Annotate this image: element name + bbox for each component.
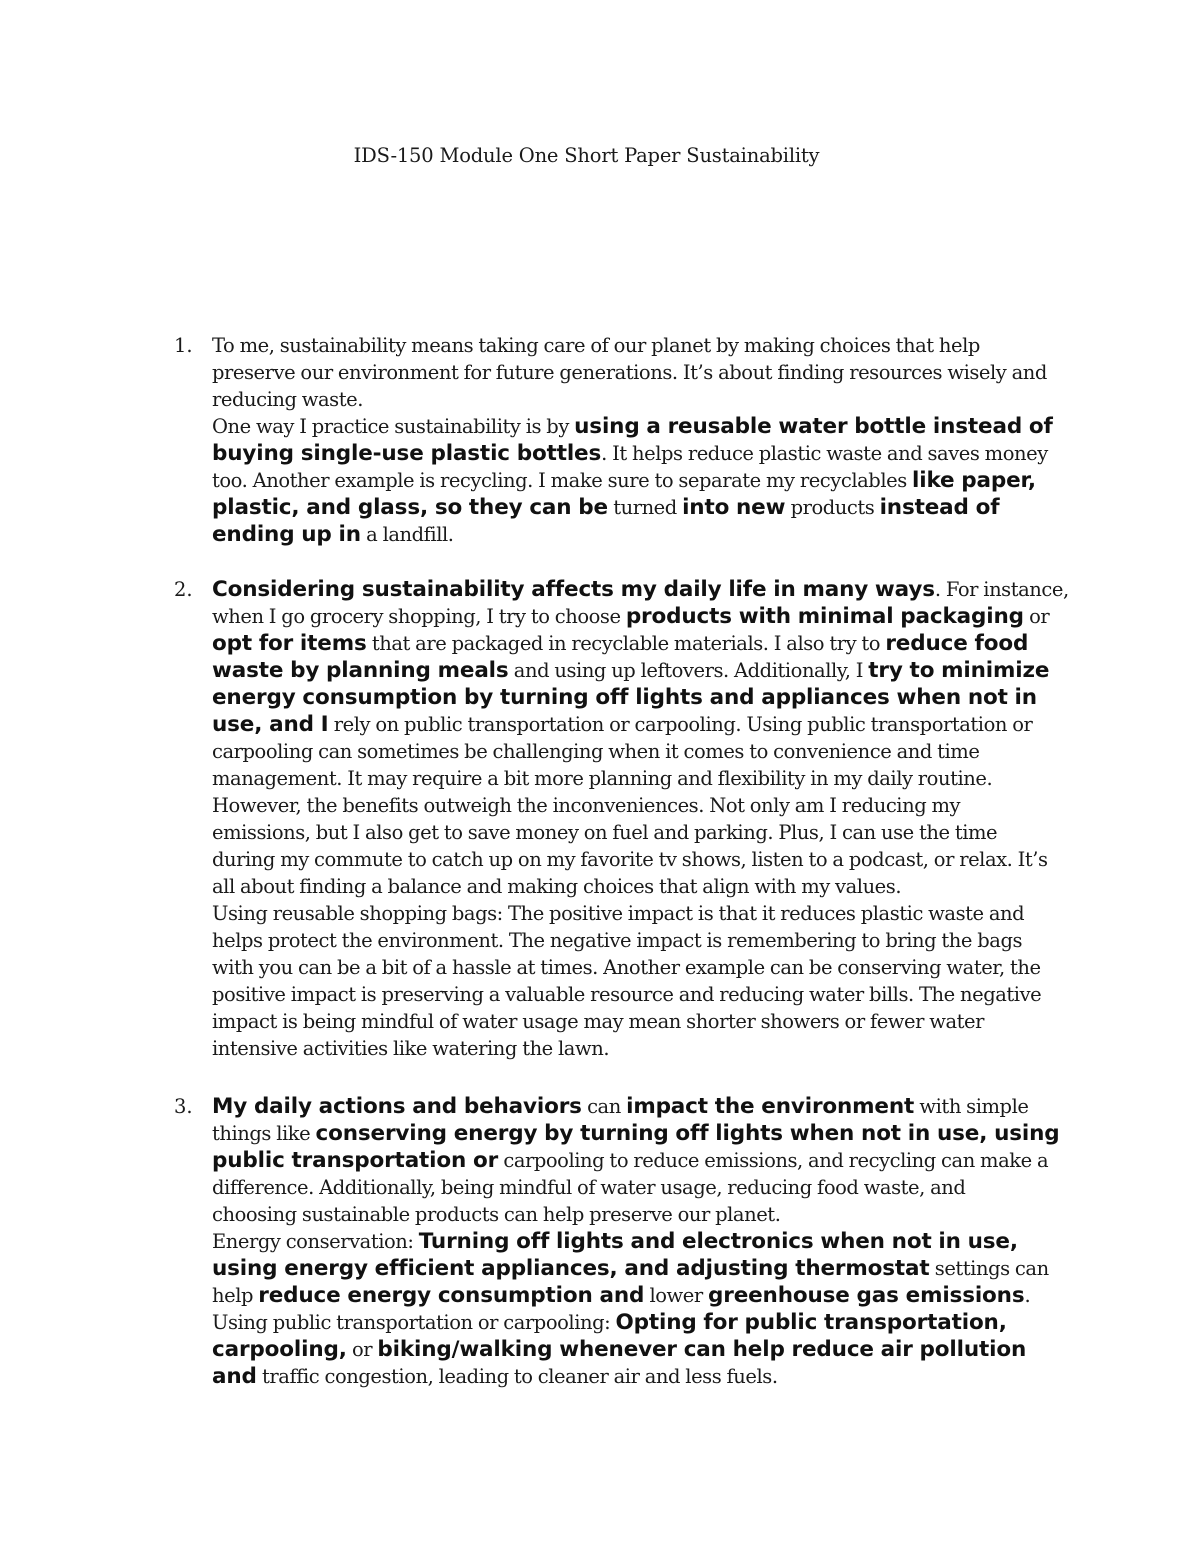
text-line (212, 413, 1062, 440)
text-line (212, 1008, 1062, 1035)
text-line (212, 738, 1062, 765)
emphasis-text: plastic, and glass, so they can be (212, 495, 608, 520)
list-item-number: 2. (174, 578, 193, 601)
text-line (212, 873, 1062, 900)
body-text: Energy conservation: (212, 1230, 419, 1253)
text-line (212, 440, 1062, 467)
text-line (212, 1147, 1062, 1174)
body-text: To me, sustainability means taking care of our planet by making choices that help (212, 334, 980, 357)
text-line (212, 981, 1062, 1008)
body-text: difference. Additionally, being mindful of water usage, reducing food waste, and (212, 1176, 966, 1199)
text-line (212, 711, 1062, 738)
body-text: . For instance, (934, 578, 1069, 601)
document-title: IDS-150 Module One Short Paper Sustainability (353, 144, 820, 167)
text-line (212, 1363, 1062, 1390)
text-line (212, 819, 1062, 846)
text-line (212, 954, 1062, 981)
emphasis-text: into new (682, 495, 786, 520)
emphasis-text: and (212, 1364, 257, 1389)
body-text: helps protect the environment. The negative impact is remembering to bring the bags (212, 929, 1023, 952)
emphasis-text: carpooling, (212, 1337, 347, 1362)
body-text: settings can (929, 1257, 1049, 1280)
text-line (212, 1120, 1062, 1147)
body-text: carpooling can sometimes be challenging when it comes to convenience and time (212, 740, 980, 763)
body-text: turned (607, 496, 683, 519)
body-text: products (785, 496, 880, 519)
body-text: traffic congestion, leading to cleaner air and less fuels. (256, 1365, 778, 1388)
emphasis-text: ending up in (212, 522, 361, 547)
text-line (212, 603, 1062, 630)
body-text: impact is being mindful of water usage may mean shorter showers or fewer water (212, 1010, 985, 1033)
emphasis-text: using energy efficient appliances, and adjusting thermostat (212, 1256, 930, 1281)
body-text: preserve our environment for future generations. It’s about finding resources wisely and (212, 361, 1047, 384)
body-text: and using up leftovers. Additionally, I (508, 659, 869, 682)
emphasis-text: impact the environment (626, 1094, 915, 1119)
emphasis-text: energy consumption by turning off lights and appliances when not in (212, 685, 1037, 710)
emphasis-text: Considering sustainability affects my daily life in many ways (212, 577, 935, 602)
body-text: carpooling to reduce emissions, and recycling can make a (498, 1149, 1049, 1172)
text-line (212, 657, 1062, 684)
emphasis-text: opt for items (212, 631, 367, 656)
text-line (212, 630, 1062, 657)
list-item-number: 3. (174, 1095, 193, 1118)
emphasis-text: reduce energy consumption and (258, 1283, 645, 1308)
text-line (212, 1201, 1062, 1228)
body-text: or (1023, 605, 1050, 628)
body-text: choosing sustainable products can help preserve our planet. (212, 1203, 781, 1226)
body-text: with you can be a bit of a hassle at times. Another example can be conserving water, the (212, 956, 1041, 979)
text-line (212, 684, 1062, 711)
body-text: emissions, but I also get to save money on fuel and parking. Plus, I can use the time (212, 821, 998, 844)
text-line (212, 1282, 1062, 1309)
body-text: . It helps reduce plastic waste and saves money (601, 442, 1048, 465)
text-line (212, 900, 1062, 927)
emphasis-text: public transportation or (212, 1148, 499, 1173)
body-text: Using public transportation or carpooling: (212, 1311, 616, 1334)
body-text: . (1024, 1284, 1031, 1307)
body-text: that are packaged in recyclable materials. I also try to (366, 632, 886, 655)
text-line (212, 1228, 1062, 1255)
emphasis-text: Turning off lights and electronics when not in use, (418, 1229, 1018, 1254)
text-line (212, 1336, 1062, 1363)
text-line (212, 1093, 1062, 1120)
body-text: reducing waste. (212, 388, 363, 411)
body-text: things like (212, 1122, 316, 1145)
emphasis-text: biking/walking whenever can help reduce air pollution (377, 1337, 1027, 1362)
body-text: management. It may require a bit more planning and flexibility in my daily routine. (212, 767, 993, 790)
list-item-body (212, 332, 1062, 548)
text-line (212, 1035, 1062, 1062)
emphasis-text: use, and I (212, 712, 329, 737)
body-text: Using reusable shopping bags: The positive impact is that it reduces plastic waste and (212, 902, 1025, 925)
text-line (212, 521, 1062, 548)
text-line (212, 1174, 1062, 1201)
emphasis-text: using a reusable water bottle instead of (574, 414, 1053, 439)
text-line (212, 467, 1062, 494)
body-text: One way I practice sustainability is by (212, 415, 575, 438)
emphasis-text: reduce food (885, 631, 1029, 656)
emphasis-text: My daily actions and behaviors (212, 1094, 582, 1119)
body-text: all about finding a balance and making choices that align with my values. (212, 875, 902, 898)
body-text: However, the benefits outweigh the inconveniences. Not only am I reducing my (212, 794, 961, 817)
body-text: during my commute to catch up on my favorite tv shows, listen to a podcast, or relax. It’s (212, 848, 1048, 871)
emphasis-text: Opting for public transportation, (615, 1310, 1007, 1335)
emphasis-text: instead of (879, 495, 1000, 520)
text-line (212, 765, 1062, 792)
text-line (212, 359, 1062, 386)
text-line (212, 846, 1062, 873)
body-text: a landfill. (360, 523, 454, 546)
emphasis-text: conserving energy by turning off lights when not in use, using (315, 1121, 1060, 1146)
body-text: help (212, 1284, 259, 1307)
text-line (212, 1309, 1062, 1336)
body-text: can (581, 1095, 627, 1118)
emphasis-text: waste by planning meals (212, 658, 509, 683)
body-text: with simple (914, 1095, 1029, 1118)
text-line (212, 927, 1062, 954)
text-line (212, 386, 1062, 413)
body-text: rely on public transportation or carpooling. Using public transportation or (328, 713, 1033, 736)
emphasis-text: like paper, (912, 468, 1036, 493)
list-item-number: 1. (174, 334, 193, 357)
body-text: when I go grocery shopping, I try to choose (212, 605, 626, 628)
emphasis-text: greenhouse gas emissions (708, 1283, 1025, 1308)
body-text: lower (644, 1284, 708, 1307)
text-line (212, 332, 1062, 359)
list-item-body (212, 576, 1069, 1062)
body-text: or (346, 1338, 378, 1361)
list-item-body (212, 1093, 1062, 1390)
body-text: intensive activities like watering the lawn. (212, 1037, 610, 1060)
text-line (212, 1255, 1062, 1282)
emphasis-text: try to minimize (868, 658, 1050, 683)
body-text: too. Another example is recycling. I make sure to separate my recyclables (212, 469, 912, 492)
text-line (212, 494, 1062, 521)
text-line (212, 792, 1062, 819)
emphasis-text: buying single-use plastic bottles (212, 441, 602, 466)
body-text: positive impact is preserving a valuable resource and reducing water bills. The negative (212, 983, 1042, 1006)
emphasis-text: products with minimal packaging (625, 604, 1024, 629)
text-line (212, 576, 1069, 603)
